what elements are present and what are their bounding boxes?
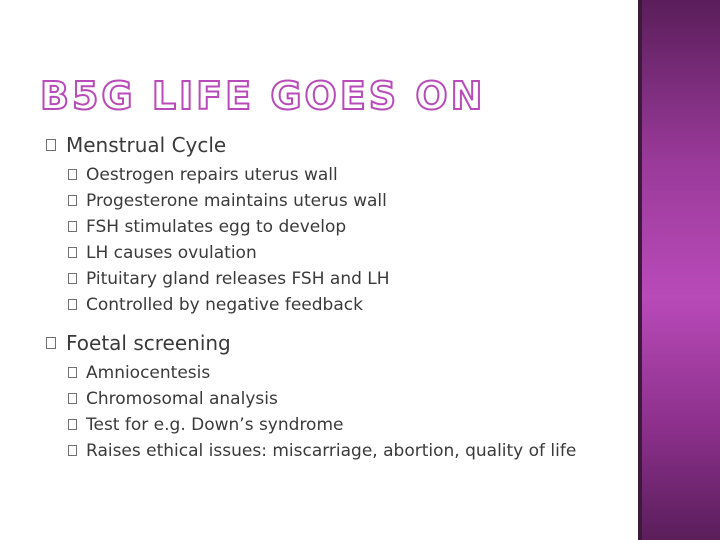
- list-item-label: LH causes ovulation: [86, 243, 257, 263]
- list-item-label: Controlled by negative feedback: [86, 295, 363, 315]
- list-item: [44, 268, 624, 290]
- list-item: [44, 362, 624, 384]
- list-item-label: Progesterone maintains uterus wall: [86, 191, 387, 211]
- list-item: [44, 190, 624, 212]
- square-bullet-icon: [68, 221, 77, 232]
- slide-content: [44, 128, 624, 462]
- slide-title: B5G LIFE GOES ON: [40, 74, 486, 118]
- list-item: [44, 440, 624, 462]
- square-bullet-icon: [46, 139, 56, 151]
- square-bullet-icon: [68, 419, 77, 430]
- section-gap: [44, 316, 624, 326]
- list-item: [44, 388, 624, 410]
- list-item: [44, 294, 624, 316]
- square-bullet-icon: [68, 273, 77, 284]
- square-bullet-icon: [68, 393, 77, 404]
- list-item-label: Amniocentesis: [86, 363, 211, 383]
- list-item-label: FSH stimulates egg to develop: [86, 217, 347, 237]
- square-bullet-icon: [68, 367, 77, 378]
- list-item: [44, 216, 624, 238]
- list-item-label: Pituitary gland releases FSH and LH: [86, 269, 390, 289]
- list-item-label: Oestrogen repairs uterus wall: [86, 165, 338, 185]
- list-item-label: Test for e.g. Down’s syndrome: [86, 415, 344, 435]
- list-item-label: Raises ethical issues: miscarriage, abortion, quality of life: [86, 441, 577, 461]
- section-heading-label: Foetal screening: [66, 331, 231, 355]
- list-item: [44, 164, 624, 186]
- square-bullet-icon: [46, 337, 56, 349]
- decorative-side-panel: [642, 0, 720, 540]
- square-bullet-icon: [68, 445, 77, 456]
- square-bullet-icon: [68, 169, 77, 180]
- list-item-label: Chromosomal analysis: [86, 389, 278, 409]
- section-heading-menstrual-cycle: [44, 132, 624, 158]
- section-heading-label: Menstrual Cycle: [66, 133, 227, 157]
- list-item: [44, 414, 624, 436]
- section-heading-foetal-screening: [44, 330, 624, 356]
- square-bullet-icon: [68, 247, 77, 258]
- square-bullet-icon: [68, 195, 77, 206]
- list-item: [44, 242, 624, 264]
- square-bullet-icon: [68, 299, 77, 310]
